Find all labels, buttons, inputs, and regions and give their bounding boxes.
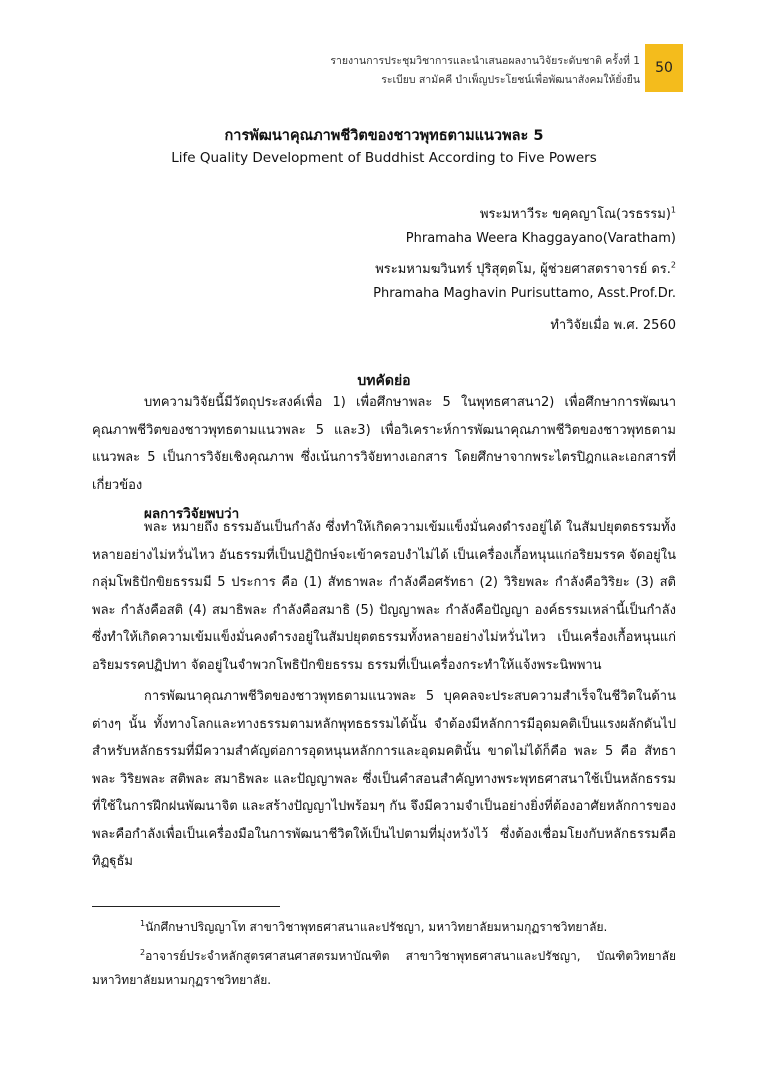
- footnote-2-mark: 2: [140, 948, 146, 957]
- running-header: [0, 44, 768, 94]
- abstract-heading: บทคัดย่อ: [357, 373, 411, 389]
- footnote-divider: [92, 906, 280, 907]
- header-conference-title: รายงานการประชุมวิชาการและนำเสนอผลงานวิจัยระดับชาติ ครั้งที่ 1: [330, 55, 640, 67]
- abstract-paragraph-development: การพัฒนาคุณภาพชีวิตของชาวพุทธตามแนวพละ 5 บุคคลจะประสบความสำเร็จในชีวิตในด้านต่างๆ นั้น ทั้งทางโลกและทางธรรมตามหลักพุทธธรรมได้นั้น จำต้องมีหลักการมีอุดมคติเป็นแรงผลักดันไปสำหรับหลักธรรมที่มีความสำคัญต่อการอุดหนุนหลักการและอุดมคตินั้น ขาดไม่ได้ก็คือ พละ 5 คือ สัทธาพละ วิริยพละ สติพละ สมาธิพละ และปัญญาพละ ซึ่งเป็นคำสอนสำคัญทางพระพุทธศาสนาใช้เป็นหลักธรรมที่ใช้ในการฝึกฝนพัฒนาจิต และสร้างปัญญาไปพร้อมๆ กัน จึงมีความจำเป็นอย่างยิ่งที่ต้องอาศัยหลักการของพละคือกำลังเพื่อเป็นเครื่องมือในการพัฒนาชีวิตให้เป็นไปตามที่มุ่งหวังไว้ ซึ่งต้องเชื่อมโยงกับหลักธรรมคือ ทิฏฐุธัม: [92, 689, 676, 869]
- footnote-2-text: อาจารย์ประจำหลักสูตรศาสนศาสตรมหาบัณฑิต สาขาวิชาพุทธศาสนาและปรัชญา, บัณฑิตวิทยาลัย มหาวิทยาลัยมหามกุฏราชวิทยาลัย.: [92, 949, 676, 987]
- author1-thai-name: [480, 203, 676, 224]
- footnote-2: [92, 941, 676, 992]
- page-number-badge: [645, 44, 683, 92]
- footnote-1: [92, 912, 676, 939]
- paper-title-thai: การพัฒนาคุณภาพชีวิตของชาวพุทธตามแนวพละ 5: [224, 128, 544, 144]
- research-year: ทำวิจัยเมื่อ พ.ศ. 2560: [550, 318, 676, 333]
- footnote-1-text: นักศึกษาปริญญาโท สาขาวิชาพุทธศาสนาและปรัชญา, มหาวิทยาลัยมหามกุฏราชวิทยาลัย.: [145, 920, 608, 934]
- header-conference-motto: ระเบียบ สามัคคี บำเพ็ญประโยชน์เพื่อพัฒนาสังคมให้ยั่งยืน: [381, 74, 640, 86]
- author1-footnote-mark: 1: [670, 205, 676, 215]
- author2-footnote-mark: 2: [670, 260, 676, 270]
- author1-thai-name-text: พระมหาวีระ ขคฺคญาโณ(วรธรรม): [479, 207, 671, 222]
- results-heading: ผลการวิจัยพบว่า: [144, 506, 240, 522]
- abstract-paragraph-results: พละ หมายถึง ธรรมอันเป็นกำลัง ซึ่งทำให้เกิดความเข้มแข็งมั่นคงดำรงอยู่ได้ ในสัมปยุตตธรรมทั้งหลายอย่างไม่หวั่นไหว อันธรรมที่เป็นปฏิปักษ์จะเข้าครอบงำไม่ได้ เป็นเครื่องเกื้อหนุนแก่อริยมรรค จัดอยู่ในกลุ่มโพธิปักขิยธรรมมี 5 ประการ คือ (1) สัทธาพละ กำลังคือศรัทธา (2) วิริยพละ กำลังคือวิริยะ (3) สติพละ กำลังคือสติ (4) สมาธิพละ กำลังคือสมาธิ (5) ปัญญาพละ กำลังคือปัญญา องค์ธรรมเหล่านี้เป็นกำลังซึ่งทำให้เกิดความเข้มแข็งมั่นคงดำรงอยู่ในสัมปยุตตธรรมทั้งหลายอย่างไม่หวั่นไหว เป็นเครื่องเกื้อหนุนแก่อริยมรรคปฏิปทา จัดอยู่ในจำพวกโพธิปักขิยธรรม ธรรมที่เป็นเครื่องกระทำให้แจ้งพระนิพพาน: [92, 520, 676, 673]
- author2-thai-name: [375, 258, 676, 279]
- footnote-1-mark: 1: [140, 919, 146, 928]
- author2-thai-name-text: พระมหามฆวินทร์ ปุริสุตฺตโม, ผู้ช่วยศาสตราจารย์ ดร.: [375, 262, 671, 277]
- author1-english-name: Phramaha Weera Khaggayano(Varatham): [405, 231, 676, 246]
- paper-title-english: Life Quality Development of Buddhist According to Five Powers: [171, 150, 597, 166]
- author2-english-name: Phramaha Maghavin Purisuttamo, Asst.Prof.Dr.: [373, 286, 676, 301]
- page-number: 50: [655, 60, 673, 76]
- abstract-paragraph-objectives: บทความวิจัยนี้มีวัตถุประสงค์เพื่อ 1) เพื่อศึกษาพละ 5 ในพุทธศาสนา2) เพื่อศึกษาการพัฒนาคุณภาพชีวิตของชาวพุทธตามแนวพละ 5 และ3) เพื่อวิเคราะห์การพัฒนาคุณภาพชีวิตของชาวพุทธตามแนวพละ 5 เป็นการวิจัยเชิงคุณภาพ ซึ่งเน้นการวิจัยทางเอกสาร โดยศึกษาจากพระไตรปิฎกและเอกสารที่เกี่ยวข้อง: [92, 395, 676, 493]
